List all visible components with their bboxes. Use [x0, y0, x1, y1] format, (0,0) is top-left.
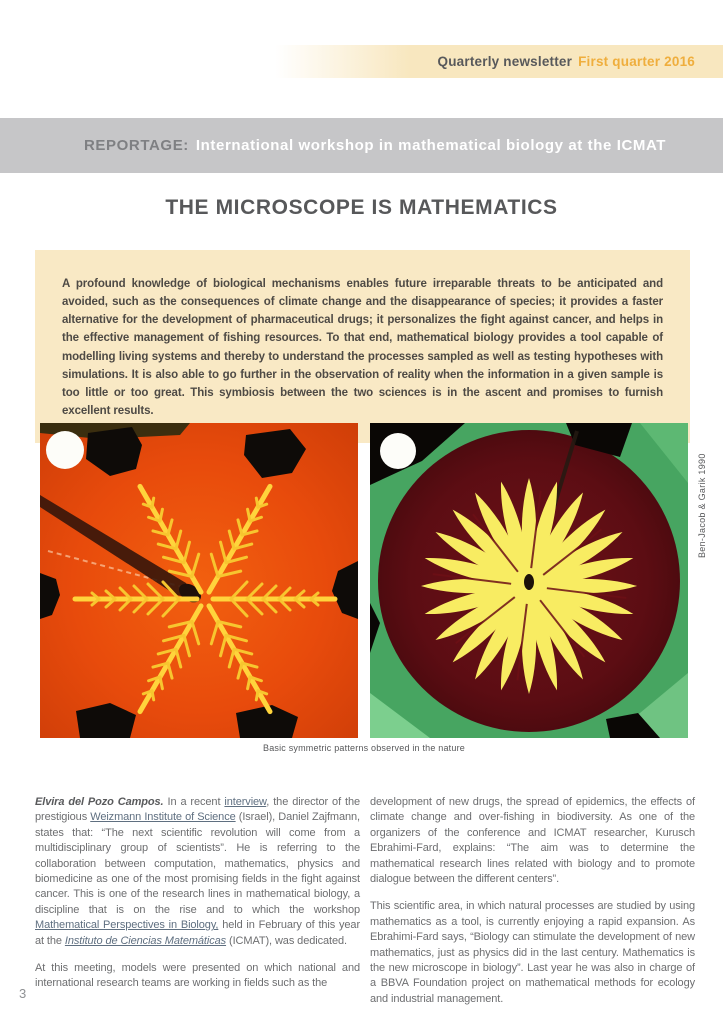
reportage-title: International workshop in mathematical biology at the ICMAT — [195, 137, 667, 154]
white-dot-marker — [46, 431, 84, 469]
reportage-label: REPORTAGE: — [84, 137, 189, 154]
photo-credit: Ben-Jacob & Garik 1990 — [697, 453, 707, 558]
article-body — [35, 795, 695, 1019]
issue-label: First quarter 2016 — [578, 54, 695, 69]
white-dot-marker — [380, 433, 416, 469]
left-column — [35, 795, 360, 1019]
figure-row — [40, 423, 688, 738]
reportage-banner — [0, 118, 723, 173]
newsletter-label: Quarterly newsletter — [437, 54, 573, 69]
inline-link[interactable]: Instituto de Ciencias Matemáticas — [64, 934, 227, 947]
header-band — [275, 45, 723, 78]
inline-link[interactable]: interview — [224, 796, 267, 808]
paragraph: This scientific area, in which natural processes are studied by using mathematics as a tool, is currently enjoying a rapid expansion. As Ebrahimi-Fard says, “Biology can stimulate the development of new mathematics, just as physics did in the last century. Mathematics is the new microscope in biology”. Last year he was also in charge of a BBVA Foundation project on mathematical methods for ecology and industrial management. — [370, 900, 695, 1005]
page-number: 3 — [19, 986, 27, 1001]
intro-summary-box: A profound knowledge of biological mechanisms enables future irreparable threats to be anticipated and avoided, such as the consequences of climate change and the disappearance of species; it provides a faster alternative for the development of pharmaceutical drugs; it personalizes the fight against cancer, and helps in the effective management of fishing resources. To that end, mathematical biology provides a tool capable of modelling living systems and thereby to understand the processes sampled as well as testing hypotheses with simulations. It is also able to go further in the observation of reality when the information in a given sample is too little or too great. This symbiosis between the two sciences is in the ascent and promises to furnish excellent results. — [35, 250, 690, 443]
page-title: THE MICROSCOPE IS MATHEMATICS — [165, 196, 558, 219]
radial-colony — [421, 478, 637, 694]
right-colony-photo — [370, 423, 688, 738]
left-colony-photo — [40, 423, 358, 738]
paragraph: development of new drugs, the spread of epidemics, the effects of climate change and over-fishing in biodiversity. As one of the organizers of the conference and ICMAT researcher, Kurusch Ebrahimi-Fard, explains: “The aim was to determine the mathematical research lines related with biology and to promote dialogue between the different centers”. — [370, 796, 695, 886]
inline-link[interactable]: Mathematical Perspectives in Biology, — [35, 919, 219, 932]
inline-link[interactable]: Weizmann Institute of Science — [90, 811, 236, 824]
right-column — [370, 795, 695, 1019]
paragraph: Elvira del Pozo Campos. In a recent interview, the director of the prestigious Weizmann Institute of Science (Israel), Daniel Zajfmann, states that: “The next scientific revolution will come from a multidisciplinary group of scientists”. He is referring to the collaboration between computation, mathematics, physics and biomedicine as one of the most promising fields in the fight against cancer. This is one of the research lines in mathematical biology, a discipline that is on the rise and to which the workshop Mathematical Perspectives in Biology, held in February of this year at the Instituto de Ciencias Matemáticas (ICMAT), was dedicated. — [35, 796, 361, 947]
paragraph: At this meeting, models were presented on which national and international research teams are working in fields such as the — [35, 962, 360, 990]
figure-caption: Basic symmetric patterns observed in the nature — [263, 743, 465, 753]
